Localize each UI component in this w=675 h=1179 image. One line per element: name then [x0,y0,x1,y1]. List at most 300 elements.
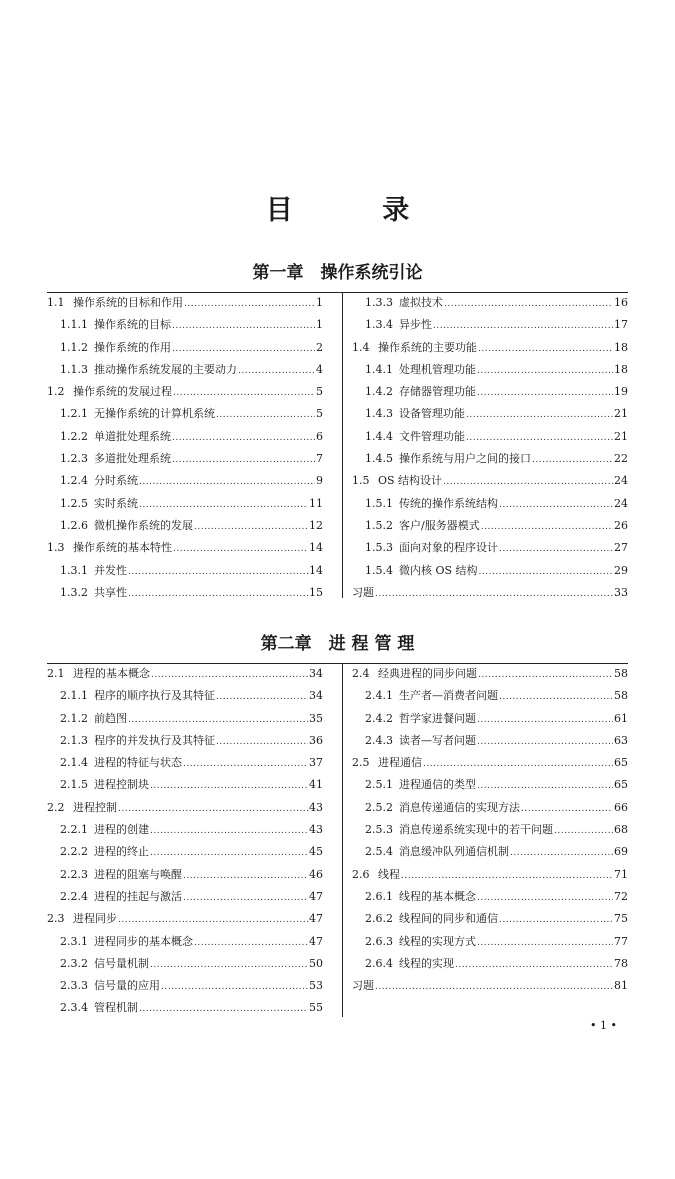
toc-entry-page: 18 [614,340,628,354]
toc-entry[interactable] [47,931,323,953]
toc-entry-page: 5 [316,385,323,399]
toc-entry-title: 操作系统的作用 [94,340,171,354]
toc-entry-page: 47 [309,912,323,926]
toc-entry[interactable] [47,403,323,425]
dot-leader [499,686,613,707]
toc-entry-page: 11 [309,496,323,510]
toc-entry-title: 线程间的同步和通信 [399,912,498,926]
toc-entry-number: 1.3.3 [365,296,393,309]
dot-leader [194,932,308,953]
toc-entry[interactable] [352,537,628,559]
toc-entry-number: 1.4.1 [365,362,393,376]
toc-entry-title: 面向对象的程序设计 [399,541,498,555]
toc-entry-number: 1.5.2 [365,518,393,532]
toc-entry-number: 2.6.3 [365,934,393,948]
toc-entry-title: 客户/服务器模式 [399,518,480,532]
toc-entry-page: 21 [614,407,628,421]
toc-entry[interactable] [47,663,323,685]
dot-leader [481,516,613,537]
toc-entry-page: 61 [614,711,628,725]
dot-leader [183,865,308,886]
dot-leader [183,887,308,908]
toc-entry-page: 14 [309,541,323,555]
dot-leader [532,449,613,470]
toc-entry-number: 2.6.4 [365,956,393,970]
dot-leader [161,976,308,997]
toc-entry-number: 2.5 [352,756,370,770]
toc-entry-number: 2.1.1 [60,689,88,703]
toc-entry-title: 信号量机制 [94,956,149,970]
toc-entry-number: 1.1.2 [60,340,88,354]
toc-entry-page: 14 [309,563,323,577]
toc-entry-page: 22 [614,452,628,466]
chapter-2-column-separator [342,663,343,1017]
toc-entry-number: 1.2.4 [60,474,88,488]
toc-entry-title: 前趋图 [94,711,127,725]
toc-entry-title: 生产者—消费者问题 [399,689,498,703]
toc-entry[interactable] [47,359,323,381]
toc-entry-number: 2.6 [352,867,370,881]
dot-leader [139,998,308,1019]
dot-leader [477,382,613,403]
toc-entry-page: 21 [614,429,628,443]
toc-entry-title: 微内核 OS 结构 [399,563,478,577]
toc-entry[interactable] [47,841,323,863]
toc-entry-title: 进程通信的类型 [399,778,476,792]
toc-entry-page: 58 [614,667,628,680]
toc-entry[interactable] [47,730,323,752]
dot-leader [173,538,308,559]
dot-leader [477,731,613,752]
toc-entry-page: 65 [614,756,628,770]
toc-entry-title: 消息传递通信的实现方法 [399,800,520,814]
toc-entry-number: 2.1.2 [60,711,88,725]
toc-entry-title: 异步性 [399,318,432,332]
toc-entry-title: 进程的终止 [94,845,149,859]
toc-entry[interactable] [47,864,323,886]
toc-entry-title: 实时系统 [94,496,138,510]
toc-entry[interactable] [47,908,323,930]
toc-entry-number: 1.2.3 [60,452,88,466]
dot-leader [184,293,315,314]
toc-entry-number: 1.1.3 [60,362,88,376]
toc-entry[interactable] [352,908,628,930]
dot-leader [183,753,308,774]
toc-entry-title: 消息传递系统实现中的若干问题 [399,823,553,837]
toc-entry[interactable] [352,470,628,492]
toc-entry-page: 46 [309,867,323,881]
dot-leader [216,404,315,425]
dot-leader [433,315,613,336]
toc-entry-page: 2 [316,340,323,354]
toc-entry-page: 45 [309,845,323,859]
toc-entry-title: 进程的阻塞与唤醒 [94,867,182,881]
dot-leader [423,753,613,774]
toc-entry[interactable] [352,663,628,685]
toc-entry-number: 1.2 [47,385,65,399]
toc-entry-number: 2.4 [352,667,370,680]
dot-leader [510,842,613,863]
toc-entry-number: 2.6.1 [365,889,393,903]
dot-leader [150,842,308,863]
toc-entry-title: 进程的特征与状态 [94,756,182,770]
page-title: 目 录 [265,195,450,226]
toc-entry-number: 1.4.2 [365,385,393,399]
toc-entry-title: 经典进程的同步问题 [378,667,477,680]
toc-entry[interactable] [352,819,628,841]
toc-entry[interactable] [352,953,628,975]
toc-entry-page: 65 [614,778,628,792]
toc-entry-page: 17 [614,318,628,332]
dot-leader [128,583,308,604]
dot-leader [118,798,308,819]
toc-entry-page: 9 [316,474,323,488]
toc-entry-number: 1.2.5 [60,496,88,510]
toc-entry-number: 1.1.1 [60,318,88,332]
chapter-2-title: 第二章 进 程 管 理 [260,634,415,654]
toc-entry[interactable] [352,864,628,886]
dot-leader [466,404,613,425]
toc-entry[interactable] [352,931,628,953]
toc-entry-title: 程序的并发执行及其特征 [94,733,215,747]
toc-entry-page: 41 [309,778,323,792]
toc-entry-title: 线程 [378,867,400,881]
toc-entry-page: 35 [309,711,323,725]
toc-entry-title: 微机操作系统的发展 [94,518,193,532]
toc-entry-number: 2.1 [47,667,65,680]
toc-entry[interactable] [352,797,628,819]
toc-entry-title: OS 结构设计 [378,474,443,488]
toc-entry-title: 并发性 [94,563,127,577]
toc-entry-page: 77 [614,934,628,948]
toc-entry[interactable] [352,582,628,604]
toc-entry[interactable] [47,470,323,492]
toc-entry-page: 29 [614,563,628,577]
toc-entry-page: 81 [614,979,628,993]
toc-entry[interactable] [352,381,628,403]
toc-entry-title: 进程的创建 [94,823,149,837]
dot-leader [151,664,308,685]
toc-entry-title: 操作系统的发展过程 [73,385,172,399]
toc-entry-number: 2.2.3 [60,867,88,881]
chapter-1-left-column [47,292,323,604]
toc-entry-title: 多道批处理系统 [94,452,171,466]
toc-entry[interactable] [47,752,323,774]
toc-entry-title: 处理机管理功能 [399,362,476,376]
toc-entry-page: 6 [316,429,323,443]
toc-entry[interactable] [352,314,628,336]
toc-entry-number: 2.5.1 [365,778,393,792]
toc-entry-number: 1.3.2 [60,585,88,599]
dot-leader [499,494,613,515]
toc-entry[interactable] [47,381,323,403]
toc-entry-title: 操作系统的主要功能 [378,340,477,354]
toc-entry[interactable] [47,582,323,604]
toc-entry-page: 26 [614,518,628,532]
toc-entry-page: 78 [614,956,628,970]
toc-entry-title: 传统的操作系统结构 [399,496,498,510]
toc-entry-number: 2.4.2 [365,711,393,725]
toc-entry-title: 虚拟技术 [399,296,443,309]
dot-leader [478,664,613,685]
dot-leader [150,954,308,975]
toc-entry-page: 7 [316,452,323,466]
toc-entry[interactable] [352,359,628,381]
toc-entry-number: 2.5.4 [365,845,393,859]
toc-entry-title: 进程通信 [378,756,422,770]
toc-entry-number: 2.2.2 [60,845,88,859]
dot-leader [128,561,308,582]
toc-entry[interactable] [47,515,323,537]
toc-entry[interactable] [352,708,628,730]
toc-entry[interactable] [47,537,323,559]
toc-entry-number: 1.3.4 [365,318,393,332]
toc-entry-title: 操作系统的基本特性 [73,541,172,555]
toc-entry-page: 53 [309,979,323,993]
toc-entry[interactable] [47,819,323,841]
toc-entry[interactable] [47,797,323,819]
toc-entry[interactable] [47,448,323,470]
toc-entry[interactable] [352,560,628,582]
toc-entry-number: 2.1.4 [60,756,88,770]
toc-entry-number: 1.5 [352,474,370,488]
toc-entry-page: 27 [614,541,628,555]
chapter-1-column-separator [342,292,343,598]
dot-leader [477,932,613,953]
toc-entry-title: 进程控制块 [94,778,149,792]
toc-entry-title: 习题 [352,585,374,599]
toc-entry-number: 2.5.3 [365,823,393,837]
dot-leader [194,516,308,537]
toc-entry-title: 推动操作系统发展的主要动力 [94,362,237,376]
toc-entry-number: 2.2 [47,800,65,814]
toc-entry[interactable] [47,774,323,796]
toc-entry[interactable] [352,841,628,863]
dot-leader [139,494,308,515]
dot-leader [128,709,308,730]
dot-leader [172,315,315,336]
toc-entry-number: 1.3.1 [60,563,88,577]
chapter-1-right-column [352,292,628,604]
chapter-2-left-column [47,663,323,1020]
toc-entry-page: 4 [316,362,323,376]
toc-entry[interactable] [352,685,628,707]
toc-entry[interactable] [352,515,628,537]
toc-entry-page: 24 [614,474,628,488]
toc-entry-number: 2.3.1 [60,934,88,948]
toc-entry-page: 69 [614,845,628,859]
dot-leader [521,798,613,819]
toc-entry-page: 33 [614,585,628,599]
toc-entry-page: 47 [309,889,323,903]
toc-entry[interactable] [47,953,323,975]
dot-leader [139,471,315,492]
dot-leader [150,820,308,841]
toc-entry-page: 1 [316,296,323,309]
toc-entry-number: 1.4.4 [365,429,393,443]
toc-entry-title: 线程的基本概念 [399,889,476,903]
dot-leader [455,954,613,975]
toc-entry-title: 习题 [352,979,374,993]
toc-entry-page: 75 [614,912,628,926]
toc-entry[interactable] [47,493,323,515]
dot-leader [238,360,315,381]
toc-entry-page: 71 [614,867,628,881]
dot-leader [499,538,613,559]
toc-entry-number: 1.4.3 [365,407,393,421]
toc-entry[interactable] [352,752,628,774]
toc-entry-page: 37 [309,756,323,770]
toc-entry-page: 18 [614,362,628,376]
toc-entry-number: 1.2.2 [60,429,88,443]
toc-entry[interactable] [352,426,628,448]
toc-entry-number: 2.5.2 [365,800,393,814]
toc-entry-page: 50 [309,956,323,970]
chapter-2-right-column [352,663,628,997]
toc-entry-title: 进程的挂起与激活 [94,889,182,903]
toc-entry-page: 66 [614,800,628,814]
dot-leader [477,887,613,908]
toc-entry-title: 进程同步 [73,912,117,926]
toc-entry-title: 操作系统与用户之间的接口 [399,452,531,466]
toc-entry-page: 55 [309,1001,323,1015]
toc-entry-title: 进程的基本概念 [73,667,150,680]
dot-leader [375,976,613,997]
toc-entry-title: 线程的实现 [399,956,454,970]
toc-entry-page: 43 [309,800,323,814]
dot-leader [216,731,308,752]
dot-leader [444,293,613,314]
toc-entry-number: 2.6.2 [365,912,393,926]
toc-entry-number: 2.3.2 [60,956,88,970]
toc-entry[interactable] [47,337,323,359]
chapter-1-title: 第一章 操作系统引论 [252,263,423,283]
dot-leader [172,449,315,470]
toc-entry-page: 72 [614,889,628,903]
toc-entry-number: 1.3 [47,541,65,555]
toc-entry[interactable] [352,337,628,359]
toc-entry-title: 操作系统的目标 [94,318,171,332]
toc-entry-page: 1 [316,318,323,332]
toc-entry-number: 1.2.6 [60,518,88,532]
dot-leader [172,427,315,448]
toc-entry-title: 管程机制 [94,1001,138,1015]
toc-entry[interactable] [352,403,628,425]
dot-leader [477,775,613,796]
toc-entry-title: 进程同步的基本概念 [94,934,193,948]
dot-leader [375,583,613,604]
toc-entry[interactable] [352,774,628,796]
toc-entry-number: 2.1.5 [60,778,88,792]
toc-entry-page: 68 [614,823,628,837]
toc-entry-number: 2.2.4 [60,889,88,903]
toc-entry-page: 19 [614,385,628,399]
dot-leader [173,382,315,403]
dot-leader [150,775,308,796]
dot-leader [443,471,613,492]
toc-entry-number: 2.3.4 [60,1001,88,1015]
toc-entry[interactable] [47,292,323,314]
toc-entry-title: 单道批处理系统 [94,429,171,443]
toc-entry-title: 程序的顺序执行及其特征 [94,689,215,703]
toc-entry-page: 12 [309,518,323,532]
toc-entry-title: 操作系统的目标和作用 [73,296,183,309]
toc-entry-number: 1.4 [352,340,370,354]
toc-entry-number: 1.5.4 [365,563,393,577]
dot-leader [172,338,315,359]
toc-entry-page: 15 [309,585,323,599]
toc-entry[interactable] [352,292,628,314]
toc-entry-title: 设备管理功能 [399,407,465,421]
toc-entry[interactable] [352,886,628,908]
toc-entry-number: 1.4.5 [365,452,393,466]
toc-entry-page: 47 [309,934,323,948]
dot-leader [478,338,613,359]
toc-entry-page: 5 [316,407,323,421]
toc-entry-page: 63 [614,733,628,747]
dot-leader [216,686,308,707]
toc-entry-number: 2.3.3 [60,979,88,993]
toc-entry[interactable] [47,560,323,582]
toc-entry-number: 1.1 [47,296,65,309]
dot-leader [554,820,613,841]
toc-entry-title: 存储器管理功能 [399,385,476,399]
dot-leader [118,909,308,930]
toc-entry-page: 34 [309,667,323,680]
toc-entry-page: 34 [309,689,323,703]
toc-entry-number: 2.4.1 [365,689,393,703]
toc-entry[interactable] [47,708,323,730]
toc-entry[interactable] [47,685,323,707]
dot-leader [401,865,613,886]
toc-entry-page: 24 [614,496,628,510]
dot-leader [477,360,613,381]
dot-leader [499,909,613,930]
page-number: • 1 • [590,1019,617,1032]
toc-entry-title: 线程的实现方式 [399,934,476,948]
toc-entry-number: 2.4.3 [365,733,393,747]
dot-leader [466,427,613,448]
toc-entry[interactable] [47,997,323,1019]
toc-entry[interactable] [352,448,628,470]
toc-entry-page: 43 [309,823,323,837]
toc-entry-number: 2.3 [47,912,65,926]
toc-entry-page: 58 [614,689,628,703]
toc-entry-number: 1.5.1 [365,496,393,510]
toc-entry[interactable] [47,886,323,908]
toc-entry-number: 1.5.3 [365,541,393,555]
toc-entry[interactable] [352,975,628,997]
toc-entry-page: 16 [614,296,628,309]
toc-entry-number: 2.1.3 [60,733,88,747]
toc-entry[interactable] [47,975,323,997]
toc-entry-number: 2.2.1 [60,823,88,837]
toc-entry-title: 进程控制 [73,800,117,814]
toc-entry-title: 无操作系统的计算机系统 [94,407,215,421]
toc-entry-title: 信号量的应用 [94,979,160,993]
toc-entry-title: 共享性 [94,585,127,599]
toc-entry[interactable] [47,314,323,336]
dot-leader [477,709,613,730]
toc-entry-title: 文件管理功能 [399,429,465,443]
toc-entry[interactable] [352,730,628,752]
toc-entry-title: 哲学家进餐问题 [399,711,476,725]
toc-entry[interactable] [352,493,628,515]
toc-entry-title: 消息缓冲队列通信机制 [399,845,509,859]
toc-entry-title: 分时系统 [94,474,138,488]
toc-entry[interactable] [47,426,323,448]
dot-leader [479,561,613,582]
